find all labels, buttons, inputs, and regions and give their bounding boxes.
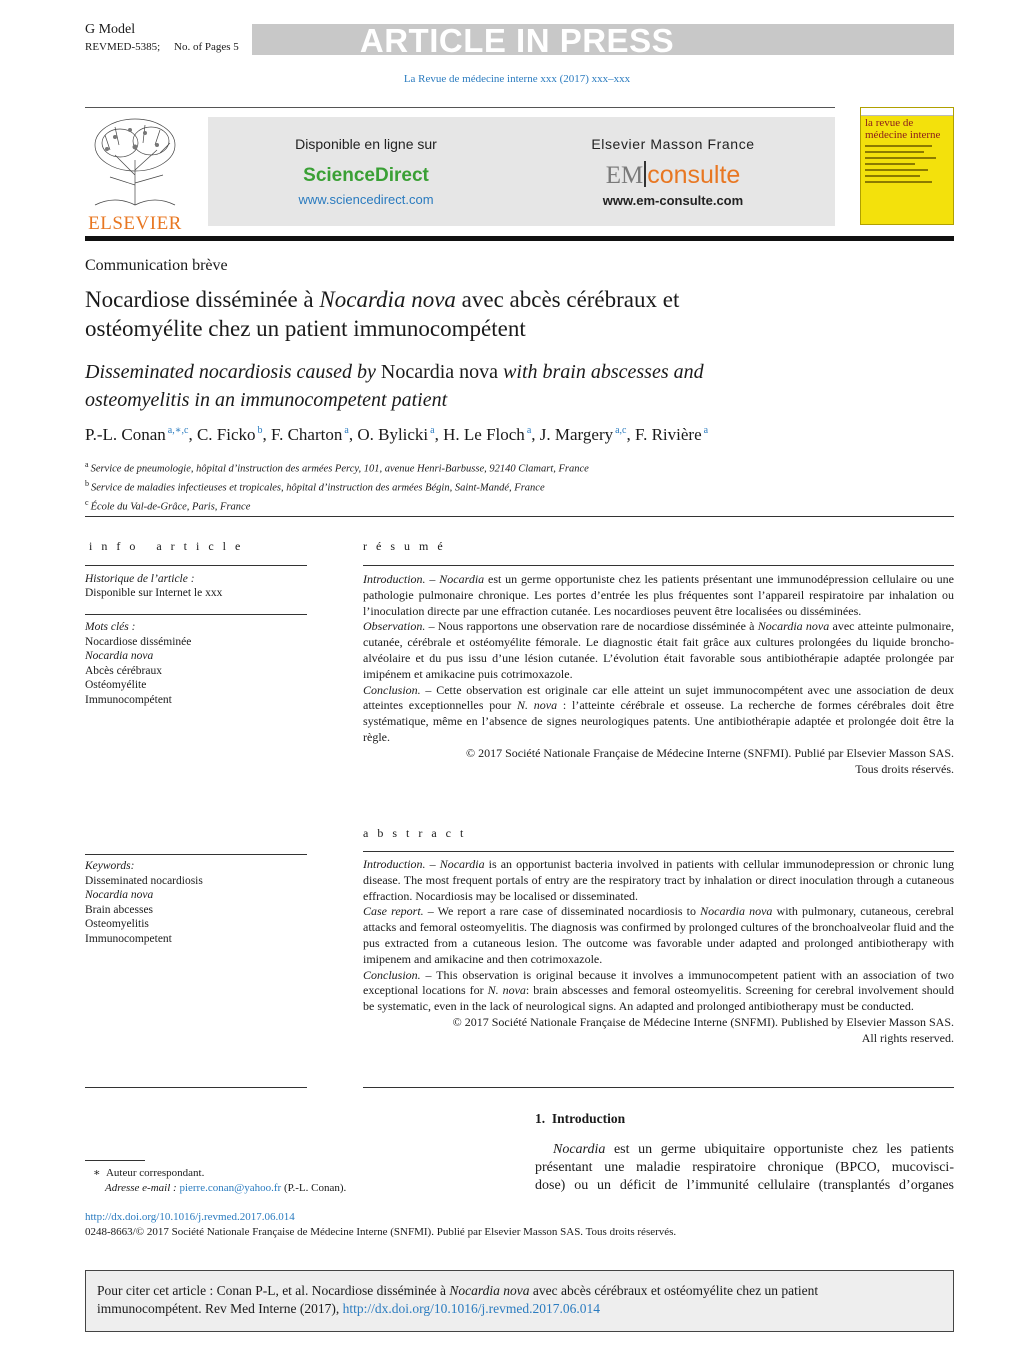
ref-number: REVMED-5385;	[85, 41, 161, 53]
keyword: Immunocompetent	[85, 932, 172, 945]
resume-copyright: © 2017 Société Nationale Française de Médecine Interne (SNFMI). Publié par Elsevier Masson SAS.	[465, 745, 954, 760]
abstract-bottom-rule	[363, 1087, 954, 1088]
em-divider	[644, 161, 646, 187]
corresponding-author: ∗ Auteur correspondant.	[93, 1167, 205, 1179]
author[interactable]: P.-L. Conan $^{a,∗,c}$	[85, 425, 189, 444]
title-divider	[85, 516, 954, 517]
cover-title-line2: médecine interne	[865, 129, 941, 141]
author[interactable]: F. Rivière $^a$	[635, 425, 709, 444]
affiliation: $^a$ Service de pneumologie, hôpital d’instruction des armées Percy, 101, avenue Henri-Barbusse, 92140 Clamart, France	[85, 460, 589, 475]
keywords-en	[85, 859, 203, 946]
cover-title-line1: la revue de	[865, 117, 914, 129]
masthead-top-rule	[85, 107, 835, 108]
consulte-wordmark: consulte	[647, 161, 741, 189]
cover-top-strip	[861, 108, 953, 116]
abstract-rights: All rights reserved.	[861, 1030, 954, 1045]
journal-cover	[860, 107, 954, 225]
keyword: Ostéomyélite	[85, 679, 147, 691]
issn-line: 0248-8663/© 2017 Société Nationale Française de Médecine Interne (SNFMI). Publié par Elsevier Masson SAS. Tous droits réservés.	[85, 1226, 677, 1238]
resume-conclusion: Conclusion. – Cette observation est originale car elle atteint un sujet immunocompétent avec une association de deux atteintes exceptionnelles pour N. nova : l’atteinte cérébrale et osseuse. La recherche de formes cérébrales doit être systématique, même en l’absence de signes neurologiques patents. Une antibiothérapie adaptée et prolongée doit être la règle.	[363, 682, 954, 744]
article-in-press-label: ARTICLE IN PRESS	[359, 22, 675, 59]
info-rule-3	[85, 854, 307, 855]
citation-line1: Pour citer cet article : Conan P-L, et al. Nocardiose disséminée à Nocardia nova avec abcès cérébraux et ostéomyélite chez un patient	[97, 1283, 819, 1298]
keyword: Nocardia nova	[85, 889, 154, 901]
citation-line2: immunocompétent. Rev Med Interne (2017), http://dx.doi.org/10.1016/j.revmed.2017.06.014	[97, 1301, 600, 1316]
author[interactable]: F. Charton $^a$	[271, 425, 349, 444]
resume-heading: r é s u m é	[363, 539, 446, 553]
keyword: Nocardia nova	[85, 650, 154, 662]
citation-text	[97, 1282, 947, 1318]
keywords-fr-label: Mots clés :	[85, 621, 136, 633]
intro-line: dose) ou un déficit de l’immunité cellulaire (transplantés d’organes	[535, 1178, 954, 1193]
elsevier-masson-label: Elsevier Masson France	[591, 136, 755, 152]
info-heading: i n f o a r t i c l e	[89, 539, 244, 553]
available-online-label: Disponible en ligne sur	[295, 136, 437, 152]
keywords-en-label: Keywords:	[85, 860, 135, 872]
affiliation: $^c$ École du Val-de-Grâce, Paris, France	[85, 498, 251, 513]
article-type: Communication brève	[85, 257, 228, 274]
abstract-copyright: © 2017 Société Nationale Française de Médecine Interne (SNFMI). Published by Elsevier Masson SAS.	[452, 1014, 954, 1029]
emconsulte-url[interactable]: www.em-consulte.com	[602, 193, 744, 208]
emconsulte-logo[interactable]	[520, 161, 826, 190]
elsevier-tree-icon	[85, 115, 185, 210]
title-fr-line2: ostéomyélite chez un patient immunocompétent	[85, 316, 526, 341]
title-fr-italic: Nocardia nova	[319, 287, 456, 312]
abstract-body	[363, 857, 954, 1047]
abstract-heading: a b s t r a c t	[363, 826, 467, 840]
info-rule-1	[85, 565, 307, 566]
sciencedirect-logo[interactable]: ScienceDirect	[303, 165, 429, 186]
keyword: Osteomyelitis	[85, 918, 149, 930]
email-line: Adresse e-mail : pierre.conan@yahoo.fr (P.-L. Conan).	[105, 1182, 347, 1194]
author[interactable]: H. Le Floch $^a$	[443, 425, 532, 444]
footnote	[93, 1166, 346, 1196]
citation-doi-link[interactable]: http://dx.doi.org/10.1016/j.revmed.2017.06.014	[342, 1301, 600, 1316]
intro-line: présentant une maladie respiratoire chronique (BPCO, mucovisci-	[535, 1160, 954, 1175]
resume-body	[363, 572, 954, 777]
elsevier-logo	[85, 115, 185, 234]
history-value: Disponible sur Internet le xxx	[85, 587, 223, 599]
resume-introduction: Introduction. – Nocardia est un germe opportuniste chez les patients présentant une immunodépression cellulaire ou une pathologie pulmonaire chronique. Les portes d’entrée les plus fréquentes sont l’appareil respiratoire par inhalation ou l’inoculation directe par une effraction cutanée. Les nocardioses peuvent être localisées ou disséminées.	[363, 572, 955, 618]
page-count: No. of Pages 5	[174, 41, 239, 53]
footnote-rule	[85, 1160, 145, 1161]
introduction-body	[535, 1141, 954, 1195]
abstract-conclusion: Conclusion. – This observation is original because it involves a immunocompetent patient with an association of two exceptional locations for N. nova: brain abscesses and femoral osteomyelitis. Screening for cerebral involvement should be systematic, even in the lack of neurological signs. An adapted and prolonged antibiotherapy must be conducted.	[363, 967, 954, 1014]
title-en-part1: Disseminated nocardiosis caused by	[85, 361, 381, 383]
author-list: P.-L. Conan $^{a,∗,c}$, C. Ficko $^b$, F. Charton $^a$, O. Bylicki $^a$, H. Le Floch $^a$, J. Margery $^{a,c}$, F. Rivière $^a$	[85, 425, 709, 444]
abstract-case-report: Case report. – We report a rare case of disseminated nocardiosis to Nocardia nova with pulmonary, cutaneous, cerebral attacks and femoral osteomyelitis. The diagnosis was confirmed by prolonged cultures of the bronchoalveolar fluid and the pus extracted from a cutaneous lesion. The outcome was favorable under adapted and prolonged antibiotherapy with imipenem and amikacine and then cotrimoxazole.	[363, 904, 954, 966]
affiliation: $^b$ Service de maladies infectieuses et tropicales, hôpital d’instruction des armées Bégin, Saint-Mandé, France	[85, 479, 545, 494]
history-label: Historique de l’article :	[85, 573, 195, 585]
affiliations	[85, 458, 589, 515]
email-link[interactable]: pierre.conan@yahoo.fr	[179, 1182, 282, 1194]
elsevier-wordmark: ELSEVIER	[88, 213, 182, 234]
keyword: Nocardiose disséminée	[85, 635, 192, 648]
title-en-species: Nocardia nova	[380, 361, 499, 383]
title-fr-part2: avec abcès cérébraux et	[455, 287, 680, 312]
g-model: G Model	[85, 22, 136, 37]
resume-rule	[363, 565, 954, 566]
info-rule-4	[85, 1087, 307, 1088]
section-heading-introduction: 1. Introduction	[535, 1111, 626, 1126]
article-title-en	[85, 358, 955, 414]
cover-contents	[865, 145, 949, 183]
title-en-line2: osteomyelitis in an immunocompetent patient	[85, 389, 448, 411]
resume-observation: Observation. – Nous rapportons une observation rare de nocardiose disséminée à Nocardia nova avec atteinte pulmonaire, cutanée, cérébrale et ostéomyélite fémorale. Le diagnostic était fait grâce aux cultures prolongées du liquide broncho-alvéolaire et du pus issu d’une lésion cutanée. L’évolution était favorable sous antibiothérapie adaptée prolongée par imipénem et amikacine puis cotrimoxazole.	[363, 619, 954, 681]
keyword: Immunocompétent	[85, 693, 172, 706]
abstract-rule	[363, 851, 954, 852]
author[interactable]: O. Bylicki $^a$	[357, 425, 435, 444]
author[interactable]: C. Ficko $^b$	[196, 425, 263, 444]
masthead-bottom-rule	[85, 236, 954, 241]
intro-line: Nocardia est un germe ubiquitaire opportuniste chez les patients	[553, 1142, 954, 1157]
em-wordmark: EM	[605, 162, 644, 189]
journal-line[interactable]: La Revue de médecine interne xxx (2017) xxx–xxx	[403, 73, 631, 85]
title-fr-part1: Nocardiose disséminée à	[85, 287, 320, 312]
title-en-part2: with brain abscesses and	[498, 361, 704, 383]
info-rule-2	[85, 614, 307, 615]
doi-link[interactable]: http://dx.doi.org/10.1016/j.revmed.2017.06.014	[85, 1211, 295, 1223]
keyword: Disseminated nocardiosis	[85, 874, 203, 887]
abstract-introduction: Introduction. – Nocardia is an opportunist bacteria involved in patients with cellular immunodepression or chronic lung disease. The most frequent portals of entry are the respiratory tract by inhalation or direct inoculation through a cutaneous effraction. Nocardiosis may be localised or disseminated.	[363, 857, 954, 903]
keyword: Abcès cérébraux	[85, 664, 162, 677]
keyword: Brain abcesses	[85, 903, 154, 916]
keywords-fr	[85, 620, 191, 707]
author[interactable]: J. Margery $^{a,c}$	[539, 425, 627, 444]
article-title-fr	[85, 285, 955, 343]
resume-rights: Tous droits réservés.	[855, 761, 954, 776]
sciencedirect-url[interactable]: www.sciencedirect.com	[298, 192, 434, 207]
